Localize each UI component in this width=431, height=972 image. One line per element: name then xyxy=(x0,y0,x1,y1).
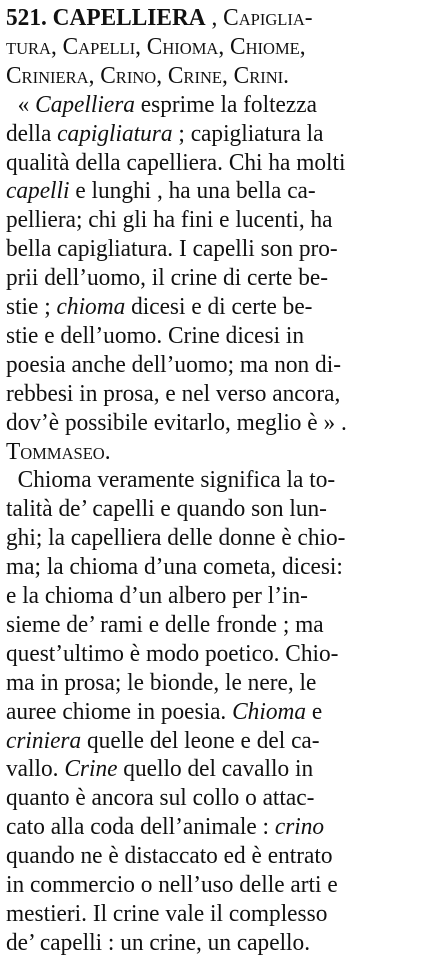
text-segment: 521. xyxy=(6,5,53,31)
text-segment: dicesi e di certe be- xyxy=(125,294,313,320)
text-segment: Crine xyxy=(64,756,118,783)
text-segment: auree chiome in poesia. xyxy=(6,698,233,725)
text-line xyxy=(6,293,425,321)
text-line xyxy=(6,900,425,928)
text-segment: cato alla coda dell’animale : xyxy=(6,814,275,841)
text-line xyxy=(6,524,425,552)
text-segment: ; capigliatura la xyxy=(172,120,324,147)
text-line xyxy=(6,611,425,639)
text-segment: della xyxy=(6,120,58,147)
text-segment: Chioma xyxy=(232,698,307,725)
text-segment: quelle del leone e del ca- xyxy=(81,727,320,754)
text-line xyxy=(6,4,425,32)
text-segment: ghi; la capelliera delle donne è chio- xyxy=(6,525,346,552)
text-line xyxy=(6,409,425,437)
text-segment: pelliera; chi gli ha fini e lucenti, ha xyxy=(6,207,333,234)
text-segment: de’ capelli : un crine, un capello. xyxy=(6,929,311,956)
text-line xyxy=(6,380,425,408)
text-segment: in commercio o nell’uso delle arti e xyxy=(6,872,338,898)
text-line xyxy=(6,929,425,957)
text-segment: rebbesi in prosa, e nel verso ancora, xyxy=(6,380,341,407)
text-segment: talità de’ capelli e quando son lun- xyxy=(6,496,327,523)
text-segment: esprime la foltezza xyxy=(134,91,317,118)
text-segment: prii dell’uomo, il crine di certe be- xyxy=(6,265,328,292)
text-segment: e lunghi , ha una bella ca- xyxy=(69,178,316,205)
text-line xyxy=(6,553,425,581)
text-line xyxy=(6,755,425,783)
text-segment: Chioma veramente significa la to- xyxy=(6,467,336,494)
text-segment: e la chioma d’un albero per l’in- xyxy=(6,583,308,609)
text-line xyxy=(6,120,425,148)
text-line xyxy=(6,669,425,697)
text-line xyxy=(6,149,425,177)
text-segment: capigliatura xyxy=(57,120,173,147)
text-line xyxy=(6,813,425,841)
text-segment: capelli xyxy=(6,178,70,205)
text-segment: bella capigliatura. I capelli son pro- xyxy=(6,236,338,263)
text-segment: poesia anche dell’uomo; ma non di- xyxy=(6,351,341,378)
text-segment: CAPELLIERA xyxy=(52,5,206,31)
text-line xyxy=(6,466,425,494)
text-segment: quello del cavallo in xyxy=(117,756,314,783)
text-segment: sieme de’ rami e delle fronde ; ma xyxy=(6,611,324,638)
text-segment: quando ne è distaccato ed è entrato xyxy=(6,843,333,870)
text-line xyxy=(6,235,425,263)
text-line xyxy=(6,322,425,350)
text-line xyxy=(6,91,425,119)
text-segment: e xyxy=(306,698,323,725)
text-segment: stie ; xyxy=(6,294,57,320)
text-segment: quest’ultimo è modo poetico. Chio- xyxy=(6,640,339,667)
text-segment: ma; la chioma d’una cometa, dicesi: xyxy=(6,554,343,581)
text-segment: Tommaseo. xyxy=(6,438,111,465)
text-segment: stie e dell’uomo. Crine dicesi in xyxy=(6,322,305,349)
text-segment: « xyxy=(6,91,36,118)
text-line xyxy=(6,351,425,379)
text-line xyxy=(6,62,425,90)
text-segment: dov’è possibile evitarlo, meglio è » . xyxy=(6,409,347,436)
text-segment: Capelliera xyxy=(35,91,135,118)
text-segment: ma in prosa; le bionde, le nere, le xyxy=(6,669,317,696)
text-segment: tura, Capelli, Chioma, Chiome, xyxy=(6,33,306,60)
text-line xyxy=(6,582,425,610)
text-line xyxy=(6,177,425,205)
text-segment: Criniera, Crino, Crine, Crini. xyxy=(6,62,290,89)
text-line xyxy=(6,206,425,234)
text-segment: mestieri. Il crine vale il complesso xyxy=(6,900,328,927)
text-line xyxy=(6,438,425,466)
text-line xyxy=(6,871,425,899)
text-segment: vallo. xyxy=(6,756,65,783)
text-segment: criniera xyxy=(6,727,82,754)
text-line xyxy=(6,264,425,292)
text-line xyxy=(6,33,425,61)
text-segment: qualità della capelliera. Chi ha molti xyxy=(6,149,346,176)
text-segment: Capiglia- xyxy=(223,5,313,31)
text-line xyxy=(6,784,425,812)
text-segment: chioma xyxy=(56,294,126,320)
text-line xyxy=(6,698,425,726)
text-segment: crino xyxy=(274,814,325,841)
text-segment: , xyxy=(205,5,224,31)
text-segment: quanto è ancora sul collo o attac- xyxy=(6,785,315,812)
text-line xyxy=(6,640,425,668)
text-line xyxy=(6,842,425,870)
text-line xyxy=(6,727,425,755)
text-line xyxy=(6,495,425,523)
